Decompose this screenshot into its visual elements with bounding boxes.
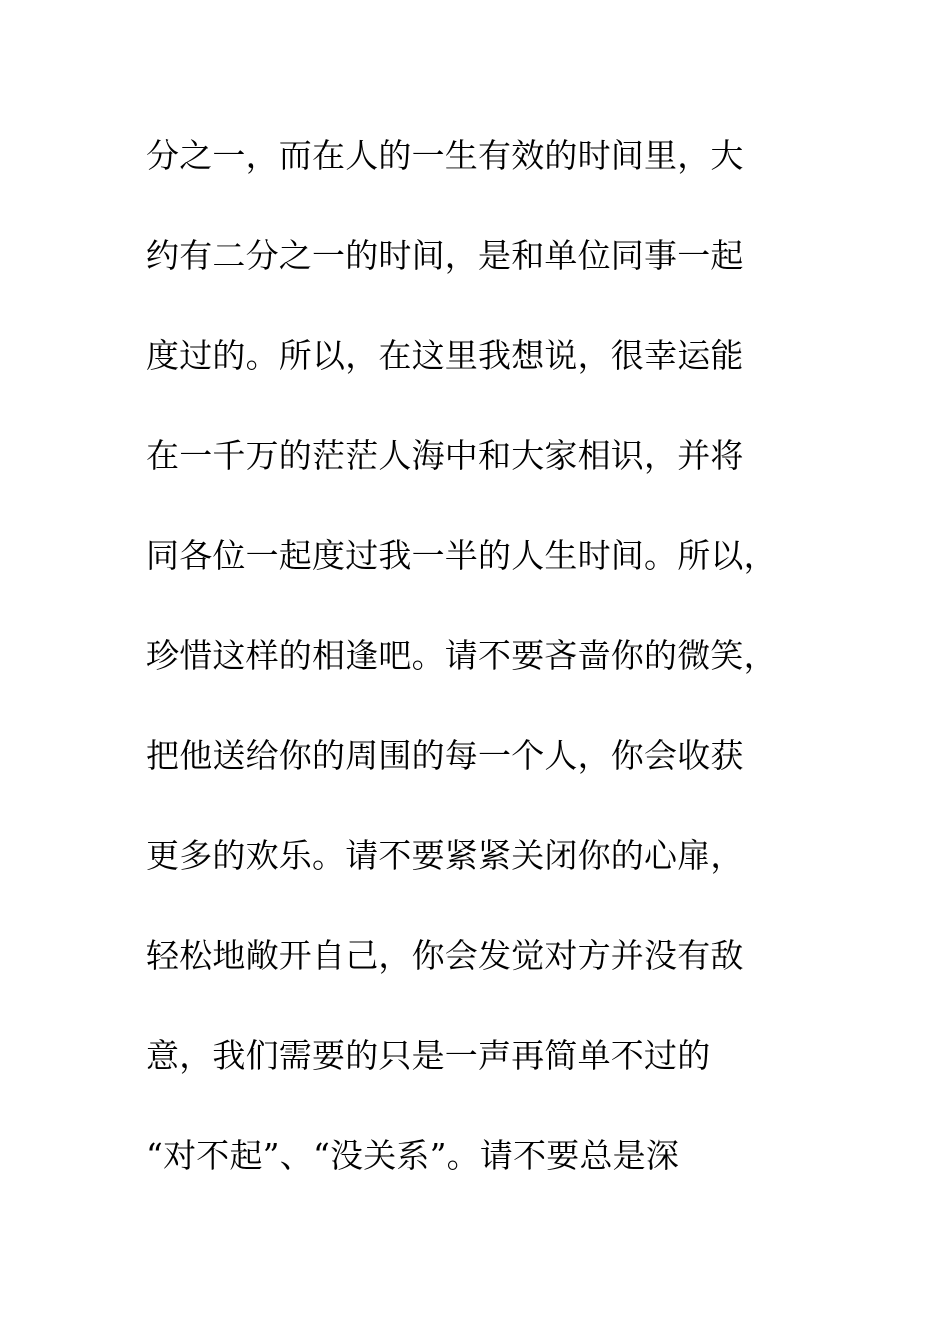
- text-line: 约有二分之一的时间，是和单位同事一起: [146, 236, 744, 275]
- text-line: 把他送给你的周围的每一个人，你会收获: [146, 736, 744, 775]
- text-line: 同各位一起度过我一半的人生时间。所以，: [146, 536, 777, 575]
- text-line: “对不起”、“没关系”。请不要总是深: [146, 1136, 680, 1175]
- text-line: 在一千万的茫茫人海中和大家相识，并将: [146, 436, 744, 475]
- text-line: 轻松地敞开自己，你会发觉对方并没有敌: [146, 936, 744, 975]
- text-line: 分之一，而在人的一生有效的时间里，大: [146, 136, 744, 175]
- text-line: 意，我们需要的只是一声再简单不过的: [146, 1036, 711, 1075]
- body-text: [146, 124, 846, 1224]
- text-line: 珍惜这样的相逢吧。请不要吝啬你的微笑，: [146, 636, 777, 675]
- text-line: 更多的欢乐。请不要紧紧关闭你的心扉，: [146, 836, 744, 875]
- text-line: 度过的。所以，在这里我想说，很幸运能: [146, 336, 744, 375]
